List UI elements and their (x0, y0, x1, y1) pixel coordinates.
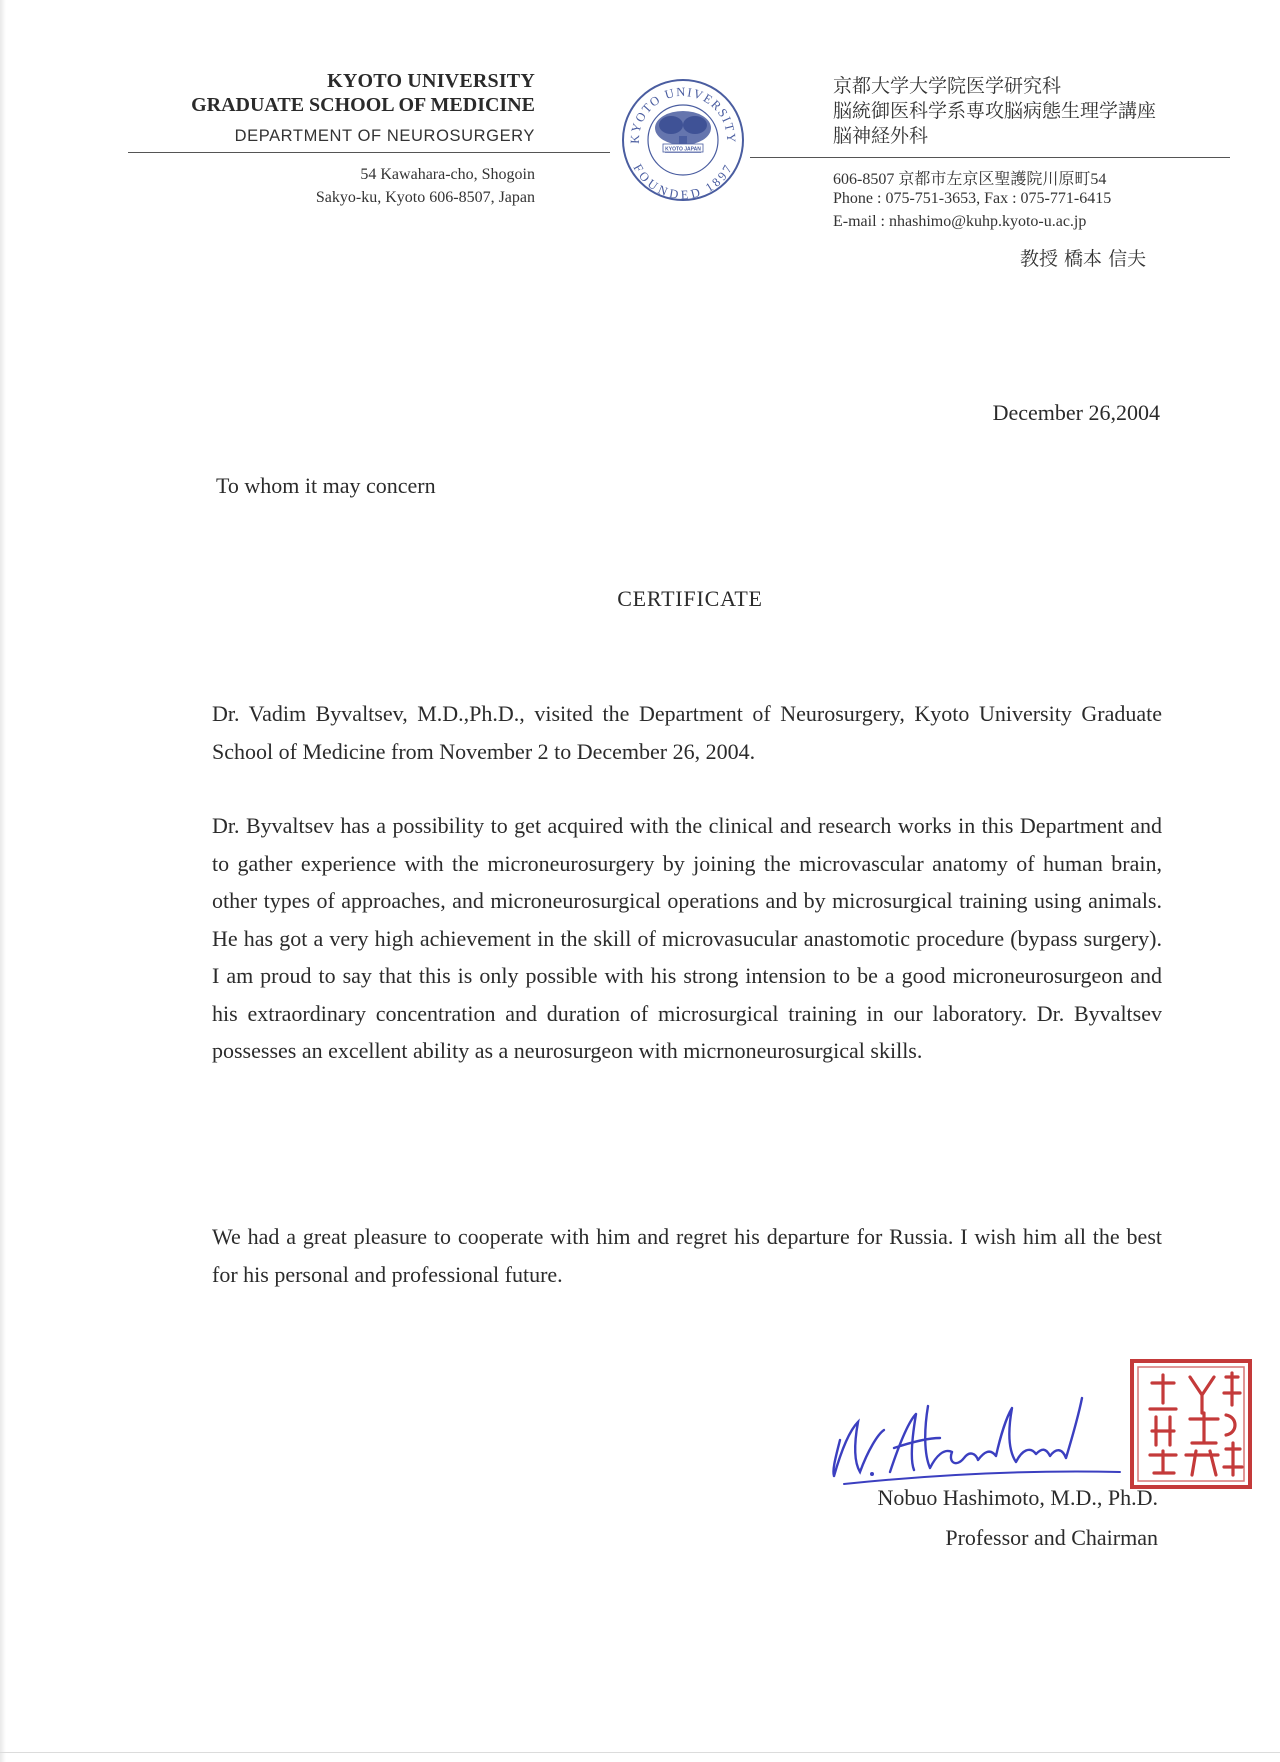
university-name: KYOTO UNIVERSITY (327, 70, 535, 92)
jp-address: 606-8507 京都市左京区聖護院川原町54 (833, 171, 1107, 188)
red-seal-stamp (1126, 1355, 1256, 1493)
letterhead-rule-right (750, 157, 1230, 158)
signer-name: Nobuo Hashimoto, M.D., Ph.D. (877, 1485, 1158, 1510)
address-line-2: Sakyo-ku, Kyoto 606-8507, Japan (315, 189, 535, 206)
university-seal-logo (621, 78, 745, 202)
paragraph-achievement: Dr. Byvaltsev has a possibility to get acquired with the clinical and research works in this Department and to gather experience with the microneurosurgery by joining the microvascular anatomy of human brain, other types of approaches, and microneurosurgical operations and by microsurgical training using animals. He has got a very high achievement in the skill of microvasucular anastomotic procedure (bypass surgery). I am proud to say that this is only possible with his strong intension to be a good microneurosurgeon and his extraordinary concentration and duration of microsurgical training in our laboratory. Dr. Byvaltsev possesses an excellent ability as a neurosurgeon with micrnoneurosurgical skills. (212, 813, 1162, 1063)
letter-date: December 26,2004 (992, 400, 1160, 425)
department-name: DEPARTMENT OF NEUROSURGERY (234, 127, 535, 145)
email-address: E-mail : nhashimo@kuhp.kyoto-u.ac.jp (833, 213, 1087, 230)
jp-department-line: 脳統御医科学系専攻脳病態生理学講座 (833, 100, 1157, 122)
jp-professor-name: 教授 橋本 信夫 (1020, 248, 1147, 270)
svg-text:KYOTO UNIVERSITY: KYOTO UNIVERSITY (627, 84, 739, 144)
svg-text:FOUNDED 1897: FOUNDED 1897 (630, 161, 736, 202)
page-bottom-edge (0, 1752, 1280, 1753)
phone-fax: Phone : 075-751-3653, Fax : 075-771-6415 (833, 190, 1112, 207)
svg-text:KYOTO JAPAN: KYOTO JAPAN (665, 146, 701, 153)
certificate-title: CERTIFICATE (617, 586, 763, 611)
jp-school-line: 京都大学大学院医学研究科 (833, 75, 1062, 97)
signer-title: Professor and Chairman (945, 1525, 1158, 1550)
salutation: To whom it may concern (216, 473, 436, 498)
letterhead-rule-left (128, 152, 610, 153)
scan-edge-shadow (0, 0, 6, 1762)
paragraph-visit: Dr. Vadim Byvaltsev, M.D.,Ph.D., visited the Department of Neurosurgery, Kyoto University Graduate School of Medicine from November 2 to December 26, 2004. (212, 701, 1162, 764)
paragraph-closing: We had a great pleasure to cooperate with him and regret his departure for Russia. I wish him all the best for his personal and professional future. (212, 1224, 1162, 1287)
address-line-1: 54 Kawahara-cho, Shogoin (360, 166, 535, 183)
jp-neurosurgery-line: 脳神経外科 (833, 125, 929, 147)
school-name: GRADUATE SCHOOL OF MEDICINE (191, 94, 535, 116)
handwritten-signature (820, 1378, 1140, 1488)
